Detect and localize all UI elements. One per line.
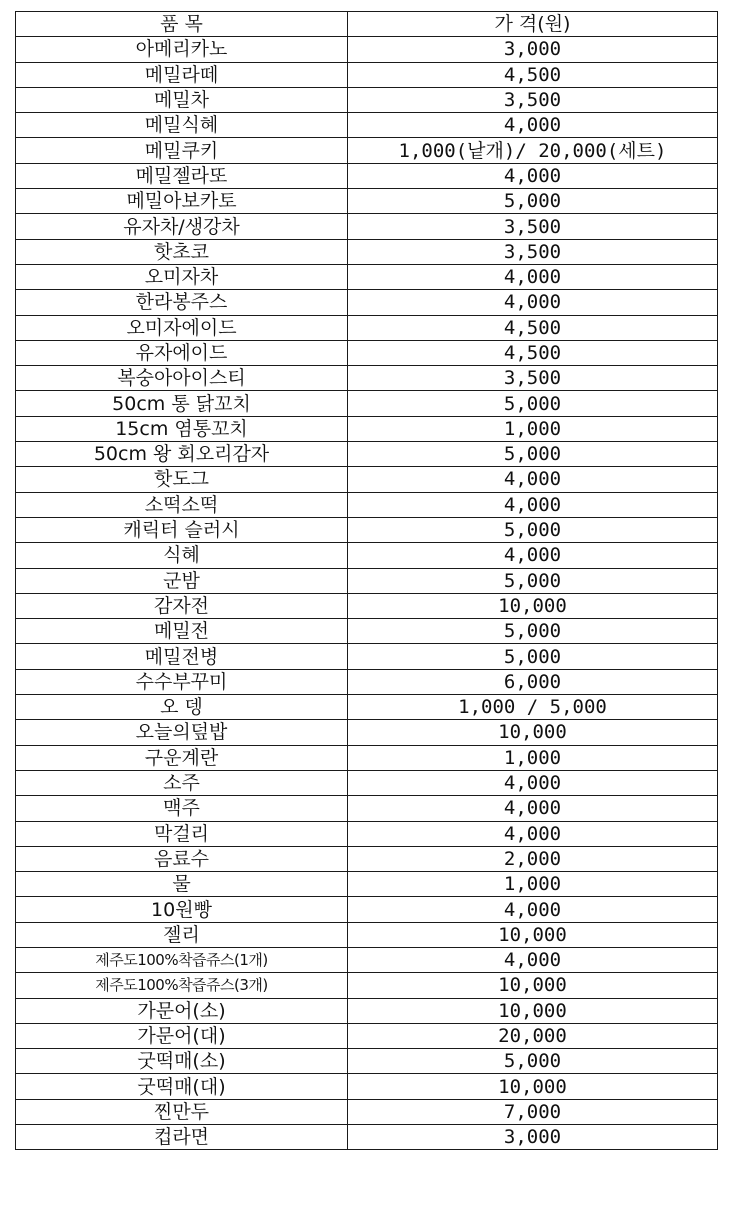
table-row	[16, 467, 718, 492]
table-body	[16, 37, 718, 1150]
item-name-cell: 캐릭터 슬러시	[16, 517, 348, 542]
price-cell: 10,000	[348, 922, 718, 947]
price-cell: 5,000	[348, 391, 718, 416]
price-cell: 1,000	[348, 745, 718, 770]
price-cell: 3,000	[348, 1125, 718, 1150]
item-name-cell: 10원빵	[16, 897, 348, 922]
item-name-cell: 핫도그	[16, 467, 348, 492]
table-row	[16, 37, 718, 62]
table-row	[16, 897, 718, 922]
table-row	[16, 1023, 718, 1048]
table-row	[16, 593, 718, 618]
item-name-cell: 막걸리	[16, 821, 348, 846]
item-name-cell: 수수부꾸미	[16, 669, 348, 694]
table-row	[16, 1049, 718, 1074]
table-row	[16, 947, 718, 972]
table-row	[16, 1099, 718, 1124]
item-name-cell: 가문어(소)	[16, 998, 348, 1023]
item-name-cell: 메밀식혜	[16, 113, 348, 138]
table-row	[16, 214, 718, 239]
table-header-row	[16, 12, 718, 37]
table-row	[16, 568, 718, 593]
item-name-cell: 오미자에이드	[16, 315, 348, 340]
table-row	[16, 821, 718, 846]
item-name-cell: 메밀전병	[16, 644, 348, 669]
table-row	[16, 543, 718, 568]
item-name-cell: 물	[16, 872, 348, 897]
item-name-cell: 오 뎅	[16, 695, 348, 720]
item-name-cell: 구운계란	[16, 745, 348, 770]
price-cell: 20,000	[348, 1023, 718, 1048]
table-row	[16, 922, 718, 947]
table-row	[16, 720, 718, 745]
price-cell: 4,000	[348, 163, 718, 188]
item-name-cell: 군밤	[16, 568, 348, 593]
table-row	[16, 872, 718, 897]
table-row	[16, 770, 718, 795]
table-row	[16, 1125, 718, 1150]
item-name-cell: 소떡소떡	[16, 492, 348, 517]
table-row	[16, 644, 718, 669]
table-row	[16, 416, 718, 441]
item-name-cell: 복숭아아이스티	[16, 366, 348, 391]
price-cell: 4,500	[348, 315, 718, 340]
price-cell: 4,000	[348, 543, 718, 568]
item-name-cell: 15cm 염통꼬치	[16, 416, 348, 441]
table-row	[16, 998, 718, 1023]
price-cell: 4,000	[348, 897, 718, 922]
table-row	[16, 340, 718, 365]
item-name-cell: 한라봉주스	[16, 290, 348, 315]
table-row	[16, 442, 718, 467]
table-row	[16, 138, 718, 163]
item-name-cell: 젤리	[16, 922, 348, 947]
price-cell: 5,000	[348, 1049, 718, 1074]
item-name-cell: 오늘의덮밥	[16, 720, 348, 745]
price-cell: 6,000	[348, 669, 718, 694]
table-row	[16, 62, 718, 87]
price-cell: 4,000	[348, 290, 718, 315]
item-name-cell: 유자에이드	[16, 340, 348, 365]
price-cell: 3,500	[348, 239, 718, 264]
table-row	[16, 315, 718, 340]
item-name-cell: 감자전	[16, 593, 348, 618]
price-cell: 5,000	[348, 442, 718, 467]
item-name-cell: 메밀차	[16, 87, 348, 112]
item-name-cell: 메밀쿠키	[16, 138, 348, 163]
price-cell: 4,000	[348, 492, 718, 517]
price-cell: 4,000	[348, 796, 718, 821]
table-row	[16, 264, 718, 289]
item-name-cell: 찐만두	[16, 1099, 348, 1124]
price-cell: 3,500	[348, 87, 718, 112]
table-row	[16, 695, 718, 720]
item-name-cell: 가문어(대)	[16, 1023, 348, 1048]
item-name-cell: 오미자차	[16, 264, 348, 289]
table-row	[16, 745, 718, 770]
price-cell: 3,500	[348, 366, 718, 391]
table-row	[16, 1074, 718, 1099]
price-cell: 10,000	[348, 593, 718, 618]
price-cell: 10,000	[348, 998, 718, 1023]
table-row	[16, 239, 718, 264]
price-cell: 5,000	[348, 568, 718, 593]
table-row	[16, 391, 718, 416]
price-cell: 1,000 / 5,000	[348, 695, 718, 720]
price-cell: 1,000	[348, 872, 718, 897]
price-cell: 7,000	[348, 1099, 718, 1124]
price-cell: 5,000	[348, 189, 718, 214]
price-cell: 4,500	[348, 62, 718, 87]
item-name-cell: 식혜	[16, 543, 348, 568]
price-cell: 5,000	[348, 619, 718, 644]
item-name-cell: 유자차/생강차	[16, 214, 348, 239]
table-row	[16, 846, 718, 871]
table-row	[16, 366, 718, 391]
item-name-cell: 메밀전	[16, 619, 348, 644]
price-cell: 3,000	[348, 37, 718, 62]
header-item: 품 목	[16, 12, 348, 37]
item-name-cell: 메밀아보카토	[16, 189, 348, 214]
table-row	[16, 87, 718, 112]
price-cell: 4,000	[348, 467, 718, 492]
table-row	[16, 189, 718, 214]
price-cell: 10,000	[348, 1074, 718, 1099]
price-cell: 10,000	[348, 973, 718, 998]
item-name-cell: 메밀라떼	[16, 62, 348, 87]
item-name-cell: 소주	[16, 770, 348, 795]
item-name-cell: 50cm 왕 회오리감자	[16, 442, 348, 467]
price-cell: 4,000	[348, 113, 718, 138]
table-row	[16, 290, 718, 315]
table-row	[16, 113, 718, 138]
item-name-cell: 굿떡매(대)	[16, 1074, 348, 1099]
price-cell: 5,000	[348, 644, 718, 669]
price-cell: 4,000	[348, 821, 718, 846]
item-name-cell: 컵라면	[16, 1125, 348, 1150]
price-cell: 4,500	[348, 340, 718, 365]
item-name-cell: 굿떡매(소)	[16, 1049, 348, 1074]
price-cell: 4,000	[348, 947, 718, 972]
item-name-cell: 제주도100%착즙쥬스(1개)	[16, 947, 348, 972]
price-cell: 5,000	[348, 517, 718, 542]
item-name-cell: 맥주	[16, 796, 348, 821]
item-name-cell: 메밀젤라또	[16, 163, 348, 188]
price-cell: 1,000(낱개)/ 20,000(세트)	[348, 138, 718, 163]
table-row	[16, 163, 718, 188]
price-cell: 2,000	[348, 846, 718, 871]
price-cell: 4,000	[348, 264, 718, 289]
table-row	[16, 669, 718, 694]
item-name-cell: 음료수	[16, 846, 348, 871]
item-name-cell: 50cm 통 닭꼬치	[16, 391, 348, 416]
price-cell: 1,000	[348, 416, 718, 441]
table-row	[16, 973, 718, 998]
table-row	[16, 517, 718, 542]
price-table	[15, 11, 718, 1150]
item-name-cell: 제주도100%착즙쥬스(3개)	[16, 973, 348, 998]
table-row	[16, 796, 718, 821]
table-row	[16, 619, 718, 644]
item-name-cell: 핫초코	[16, 239, 348, 264]
table-row	[16, 492, 718, 517]
price-cell: 10,000	[348, 720, 718, 745]
price-cell: 4,000	[348, 770, 718, 795]
header-price: 가 격(원)	[348, 12, 718, 37]
item-name-cell: 아메리카노	[16, 37, 348, 62]
price-cell: 3,500	[348, 214, 718, 239]
